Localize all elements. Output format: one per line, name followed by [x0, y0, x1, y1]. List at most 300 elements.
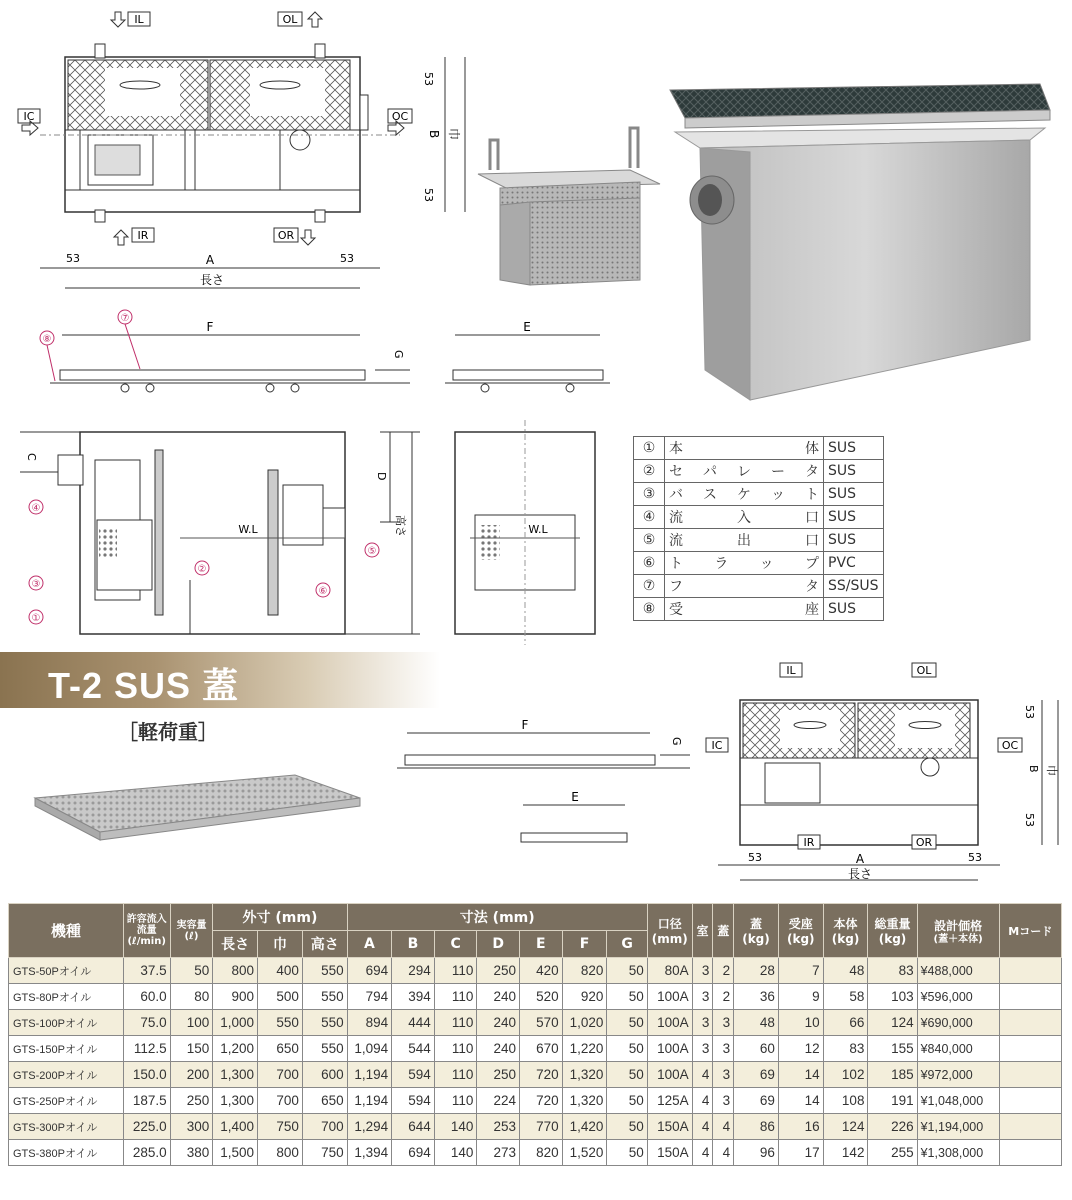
- table-cell: 50: [607, 1062, 647, 1088]
- th-chamber: 室: [692, 904, 713, 958]
- table-cell: 894: [347, 1010, 392, 1036]
- parts-row: [634, 437, 884, 460]
- dim-a-2: A: [855, 852, 865, 866]
- table-cell: 124: [823, 1114, 868, 1140]
- part-name: [665, 529, 824, 552]
- table-cell: 800: [258, 1140, 303, 1166]
- table-cell: 4: [692, 1114, 713, 1140]
- table-cell: 550: [302, 1010, 347, 1036]
- table-cell: 285.0: [123, 1140, 170, 1166]
- table-cell: 200: [170, 1062, 213, 1088]
- part-name: [665, 575, 824, 598]
- part-number: ④: [634, 506, 665, 529]
- tank-image: [670, 84, 1050, 400]
- dim-length: 長さ: [199, 273, 225, 287]
- part-name-char: 出: [737, 533, 751, 549]
- th-d: D: [477, 931, 520, 958]
- parts-row: [634, 460, 884, 483]
- table-cell: 48: [823, 958, 868, 984]
- th-flow: 許容流入流量 (ℓ/min): [123, 904, 170, 958]
- table-cell: 102: [823, 1062, 868, 1088]
- part-name-char: ス: [703, 487, 717, 503]
- table-cell: 594: [392, 1088, 435, 1114]
- table-cell: 240: [477, 984, 520, 1010]
- table-cell: 650: [258, 1036, 303, 1062]
- table-cell: 700: [258, 1088, 303, 1114]
- part-name-char: 体: [805, 441, 819, 457]
- table-cell: 3: [692, 1036, 713, 1062]
- table-cell: 50: [607, 984, 647, 1010]
- table-cell: 28: [734, 958, 779, 984]
- dim-53-left: 53: [66, 252, 80, 265]
- price-cell: ¥690,000: [917, 1010, 999, 1036]
- dim-length-2: 長さ: [847, 867, 873, 881]
- table-cell: 1,200: [213, 1036, 258, 1062]
- model-cell: GTS-300Pオイル: [9, 1114, 124, 1140]
- table-cell: 50: [607, 1010, 647, 1036]
- table-cell: 110: [434, 1088, 477, 1114]
- table-cell: 544: [392, 1036, 435, 1062]
- part-name-char: 口: [805, 510, 819, 526]
- table-cell: 9: [778, 984, 823, 1010]
- table-cell: 1,394: [347, 1140, 392, 1166]
- oc-label: OC: [391, 110, 409, 123]
- mcode-cell: [999, 1114, 1061, 1140]
- il-label: IL: [134, 13, 144, 26]
- table-cell: 2: [713, 958, 734, 984]
- table-cell: 1,294: [347, 1114, 392, 1140]
- part-name: [665, 506, 824, 529]
- table-cell: 250: [477, 958, 520, 984]
- parts-table: [633, 436, 884, 621]
- table-cell: 700: [302, 1114, 347, 1140]
- table-cell: 3: [713, 1010, 734, 1036]
- table-cell: 103: [868, 984, 917, 1010]
- table-cell: 150A: [647, 1140, 692, 1166]
- dim-g-2: G: [670, 737, 683, 746]
- table-cell: 50: [607, 1036, 647, 1062]
- table-cell: 400: [258, 958, 303, 984]
- part-name-char: タ: [805, 464, 819, 480]
- table-cell: 100A: [647, 984, 692, 1010]
- parts-row: [634, 529, 884, 552]
- th-a: A: [347, 931, 392, 958]
- parts-row: [634, 483, 884, 506]
- table-cell: 420: [520, 958, 563, 984]
- basket-image: [478, 128, 660, 285]
- dim-53-bottom: 53: [422, 188, 435, 202]
- table-cell: 225.0: [123, 1114, 170, 1140]
- table-cell: 273: [477, 1140, 520, 1166]
- part-name-char: 流: [669, 510, 683, 526]
- th-width: 巾: [258, 931, 303, 958]
- table-cell: 142: [823, 1140, 868, 1166]
- table-cell: 185: [868, 1062, 917, 1088]
- model-cell: GTS-150Pオイル: [9, 1036, 124, 1062]
- th-lid: 蓋 (kg): [734, 904, 779, 958]
- plan-drawing-2: [700, 655, 1070, 895]
- part-name: [665, 460, 824, 483]
- table-cell: 80A: [647, 958, 692, 984]
- table-cell: 66: [823, 1010, 868, 1036]
- table-cell: 69: [734, 1062, 779, 1088]
- table-row: [9, 984, 1062, 1010]
- table-cell: 36: [734, 984, 779, 1010]
- model-cell: GTS-380Pオイル: [9, 1140, 124, 1166]
- table-cell: 110: [434, 1036, 477, 1062]
- or-arrow-icon: [301, 230, 315, 245]
- table-cell: 820: [562, 958, 607, 984]
- parts-row: [634, 506, 884, 529]
- spec-table: [8, 903, 1062, 1166]
- dim-53-bottom-2: 53: [1023, 813, 1036, 827]
- price-cell: ¥1,194,000: [917, 1114, 999, 1140]
- table-cell: 187.5: [123, 1088, 170, 1114]
- part-name-char: セ: [669, 464, 683, 480]
- table-cell: 253: [477, 1114, 520, 1140]
- table-cell: 150: [170, 1036, 213, 1062]
- table-cell: 110: [434, 1062, 477, 1088]
- part-material: SS/SUS: [824, 575, 884, 598]
- oc-label-2: OC: [1001, 739, 1019, 752]
- table-cell: 100A: [647, 1062, 692, 1088]
- table-cell: 240: [477, 1010, 520, 1036]
- mcode-cell: [999, 1140, 1061, 1166]
- table-cell: 1,300: [213, 1088, 258, 1114]
- table-cell: 1,500: [213, 1140, 258, 1166]
- table-cell: 444: [392, 1010, 435, 1036]
- part-name-char: ー: [771, 464, 785, 480]
- th-e: E: [520, 931, 563, 958]
- mcode-cell: [999, 958, 1061, 984]
- section-drawing: [0, 420, 630, 645]
- table-cell: 550: [302, 958, 347, 984]
- callout-6: ⑥: [318, 586, 328, 597]
- table-cell: 1,220: [562, 1036, 607, 1062]
- part-material: SUS: [824, 529, 884, 552]
- table-cell: 50: [607, 1114, 647, 1140]
- part-number: ⑦: [634, 575, 665, 598]
- table-cell: 794: [347, 984, 392, 1010]
- table-cell: 570: [520, 1010, 563, 1036]
- th-mcode: Mコード: [999, 904, 1061, 958]
- mcode-cell: [999, 1036, 1061, 1062]
- table-cell: 75.0: [123, 1010, 170, 1036]
- part-number: ③: [634, 483, 665, 506]
- table-cell: 60: [734, 1036, 779, 1062]
- table-row: [9, 1062, 1062, 1088]
- table-cell: 4: [692, 1062, 713, 1088]
- part-name: [665, 598, 824, 621]
- table-cell: 720: [520, 1062, 563, 1088]
- table-cell: 140: [434, 1114, 477, 1140]
- model-cell: GTS-250Pオイル: [9, 1088, 124, 1114]
- table-cell: 12: [778, 1036, 823, 1062]
- part-number: ①: [634, 437, 665, 460]
- th-height: 高さ: [302, 931, 347, 958]
- dim-e-2: E: [571, 790, 579, 804]
- table-cell: 16: [778, 1114, 823, 1140]
- table-cell: 900: [213, 984, 258, 1010]
- parts-row: [634, 598, 884, 621]
- table-cell: 100A: [647, 1010, 692, 1036]
- table-cell: 110: [434, 958, 477, 984]
- table-cell: 58: [823, 984, 868, 1010]
- table-cell: 1,520: [562, 1140, 607, 1166]
- top-plan-drawing: [0, 0, 470, 300]
- table-cell: 14: [778, 1062, 823, 1088]
- table-cell: 1,094: [347, 1036, 392, 1062]
- dim-b-2: B: [1027, 765, 1040, 773]
- mcode-cell: [999, 1062, 1061, 1088]
- ir-label: IR: [137, 229, 149, 242]
- callout-2-bottom: ②: [197, 564, 207, 575]
- part-name-char: ッ: [771, 487, 785, 503]
- mcode-cell: [999, 1010, 1061, 1036]
- th-f: F: [562, 931, 607, 958]
- table-row: [9, 958, 1062, 984]
- part-name-char: ラ: [714, 556, 729, 572]
- th-capacity: 実容量 (ℓ): [170, 904, 213, 958]
- table-cell: 224: [477, 1088, 520, 1114]
- table-cell: 750: [258, 1114, 303, 1140]
- table-cell: 4: [713, 1114, 734, 1140]
- part-material: SUS: [824, 506, 884, 529]
- section-subtitle: ［軽荷重］: [118, 720, 218, 744]
- part-name-char: 口: [805, 533, 819, 549]
- ic-label: IC: [23, 110, 35, 123]
- table-cell: 50: [170, 958, 213, 984]
- table-cell: 124: [868, 1010, 917, 1036]
- th-total: 総重量 (kg): [868, 904, 917, 958]
- part-name-char: バ: [669, 487, 683, 503]
- table-cell: 226: [868, 1114, 917, 1140]
- table-cell: 50: [607, 1140, 647, 1166]
- part-name-char: 入: [737, 510, 751, 526]
- th-seat: 受座 (kg): [778, 904, 823, 958]
- dim-g: G: [392, 350, 405, 359]
- part-name-char: プ: [804, 556, 819, 572]
- callout-1: ①: [31, 613, 41, 624]
- table-cell: 1,020: [562, 1010, 607, 1036]
- table-cell: 96: [734, 1140, 779, 1166]
- th-body: 本体 (kg): [823, 904, 868, 958]
- table-cell: 1,420: [562, 1114, 607, 1140]
- th-dims: 寸法 (mm): [347, 904, 647, 931]
- table-cell: 80: [170, 984, 213, 1010]
- th-g: G: [607, 931, 647, 958]
- part-material: SUS: [824, 437, 884, 460]
- table-cell: 150.0: [123, 1062, 170, 1088]
- parts-row: [634, 575, 884, 598]
- table-cell: 108: [823, 1088, 868, 1114]
- table-cell: 1,000: [213, 1010, 258, 1036]
- table-cell: 770: [520, 1114, 563, 1140]
- dim-53-right: 53: [340, 252, 354, 265]
- table-cell: 550: [302, 1036, 347, 1062]
- table-cell: 112.5: [123, 1036, 170, 1062]
- part-material: SUS: [824, 483, 884, 506]
- table-cell: 150A: [647, 1114, 692, 1140]
- table-cell: 694: [392, 1140, 435, 1166]
- th-b: B: [392, 931, 435, 958]
- table-cell: 86: [734, 1114, 779, 1140]
- part-number: ⑥: [634, 552, 665, 575]
- dim-53-top-2: 53: [1023, 705, 1036, 719]
- price-cell: ¥972,000: [917, 1062, 999, 1088]
- dim-width-2: 巾: [1045, 765, 1058, 776]
- dim-f: F: [206, 320, 214, 334]
- lid-elevation-drawing: [0, 305, 630, 415]
- table-cell: 250: [170, 1088, 213, 1114]
- dim-b: B: [427, 130, 441, 139]
- dim-c: C: [25, 453, 38, 461]
- table-cell: 255: [868, 1140, 917, 1166]
- table-cell: 100A: [647, 1036, 692, 1062]
- part-number: ②: [634, 460, 665, 483]
- part-name-char: フ: [669, 579, 683, 595]
- table-cell: 520: [520, 984, 563, 1010]
- table-row: [9, 1088, 1062, 1114]
- table-cell: 37.5: [123, 958, 170, 984]
- table-cell: 550: [258, 1010, 303, 1036]
- part-name-char: 本: [669, 441, 683, 457]
- part-material: PVC: [824, 552, 884, 575]
- price-cell: ¥1,308,000: [917, 1140, 999, 1166]
- table-cell: 294: [392, 958, 435, 984]
- part-name: [665, 552, 824, 575]
- table-cell: 1,194: [347, 1088, 392, 1114]
- table-cell: 800: [213, 958, 258, 984]
- table-cell: 550: [302, 984, 347, 1010]
- table-cell: 594: [392, 1062, 435, 1088]
- table-cell: 4: [713, 1140, 734, 1166]
- th-length: 長さ: [213, 931, 258, 958]
- model-cell: GTS-50Pオイル: [9, 958, 124, 984]
- table-cell: 600: [302, 1062, 347, 1088]
- table-cell: 3: [713, 1036, 734, 1062]
- price-cell: ¥840,000: [917, 1036, 999, 1062]
- part-name-char: タ: [805, 579, 819, 595]
- parts-row: [634, 552, 884, 575]
- section-title: T-2 SUS 蓋: [48, 665, 240, 706]
- model-cell: GTS-80Pオイル: [9, 984, 124, 1010]
- lid-elevation-drawing-2: [395, 715, 695, 855]
- table-cell: 3: [692, 958, 713, 984]
- table-cell: 191: [868, 1088, 917, 1114]
- table-cell: 240: [477, 1036, 520, 1062]
- th-bore: 口径 (mm): [647, 904, 692, 958]
- model-cell: GTS-200Pオイル: [9, 1062, 124, 1088]
- part-name-char: 座: [805, 602, 819, 618]
- ol-label: OL: [282, 13, 298, 26]
- table-row: [9, 1010, 1062, 1036]
- table-cell: 60.0: [123, 984, 170, 1010]
- table-cell: 14: [778, 1088, 823, 1114]
- table-cell: 4: [692, 1140, 713, 1166]
- table-cell: 700: [258, 1062, 303, 1088]
- table-cell: 380: [170, 1140, 213, 1166]
- part-number: ⑤: [634, 529, 665, 552]
- table-cell: 694: [347, 958, 392, 984]
- dim-53-right-2: 53: [968, 851, 982, 864]
- table-cell: 17: [778, 1140, 823, 1166]
- ir-arrow-icon: [114, 230, 128, 245]
- price-cell: ¥488,000: [917, 958, 999, 984]
- table-cell: 3: [713, 1062, 734, 1088]
- mcode-cell: [999, 1088, 1061, 1114]
- table-cell: 125A: [647, 1088, 692, 1114]
- table-cell: 820: [520, 1140, 563, 1166]
- dim-height: 高さ: [394, 515, 407, 537]
- table-cell: 720: [520, 1088, 563, 1114]
- table-cell: 1,400: [213, 1114, 258, 1140]
- th-c: C: [434, 931, 477, 958]
- dim-53-left-2: 53: [748, 851, 762, 864]
- table-cell: 250: [477, 1062, 520, 1088]
- table-cell: 1,194: [347, 1062, 392, 1088]
- th-price: 設計価格 (蓋＋本体): [917, 904, 999, 958]
- table-cell: 83: [868, 958, 917, 984]
- part-number: ⑧: [634, 598, 665, 621]
- table-cell: 3: [692, 984, 713, 1010]
- table-cell: 670: [520, 1036, 563, 1062]
- dim-53-top: 53: [422, 72, 435, 86]
- part-name-char: ッ: [759, 556, 774, 572]
- ol-arrow-icon: [308, 12, 322, 27]
- table-cell: 140: [434, 1140, 477, 1166]
- table-cell: 1,320: [562, 1062, 607, 1088]
- part-name-char: レ: [737, 464, 751, 480]
- table-cell: 300: [170, 1114, 213, 1140]
- table-cell: 110: [434, 1010, 477, 1036]
- table-cell: 1,320: [562, 1088, 607, 1114]
- ic-label-2: IC: [711, 739, 723, 752]
- table-cell: 750: [302, 1140, 347, 1166]
- table-row: [9, 1036, 1062, 1062]
- dim-a: A: [205, 253, 215, 267]
- th-lid-count: 蓋: [713, 904, 734, 958]
- callout-4: ④: [31, 503, 41, 514]
- table-cell: 920: [562, 984, 607, 1010]
- th-outer: 外寸 (mm): [213, 904, 347, 931]
- table-cell: 500: [258, 984, 303, 1010]
- table-cell: 394: [392, 984, 435, 1010]
- table-row: [9, 1140, 1062, 1166]
- il-arrow-icon: [111, 12, 125, 27]
- part-name-char: パ: [703, 464, 717, 480]
- price-cell: ¥1,048,000: [917, 1088, 999, 1114]
- table-cell: 50: [607, 958, 647, 984]
- model-cell: GTS-100Pオイル: [9, 1010, 124, 1036]
- table-cell: 3: [692, 1010, 713, 1036]
- table-cell: 4: [692, 1088, 713, 1114]
- dim-d: D: [375, 472, 388, 481]
- table-cell: 650: [302, 1088, 347, 1114]
- part-material: SUS: [824, 460, 884, 483]
- callout-7: ⑦: [120, 313, 130, 324]
- callout-3: ③: [31, 579, 41, 590]
- ir-label-2: IR: [803, 836, 815, 849]
- ol-label-2: OL: [916, 664, 932, 677]
- th-model: 機種: [9, 904, 124, 958]
- table-cell: 48: [734, 1010, 779, 1036]
- mcode-cell: [999, 984, 1061, 1010]
- table-cell: 3: [713, 1088, 734, 1114]
- table-row: [9, 1114, 1062, 1140]
- dim-width: 巾: [447, 128, 461, 141]
- part-name: [665, 437, 824, 460]
